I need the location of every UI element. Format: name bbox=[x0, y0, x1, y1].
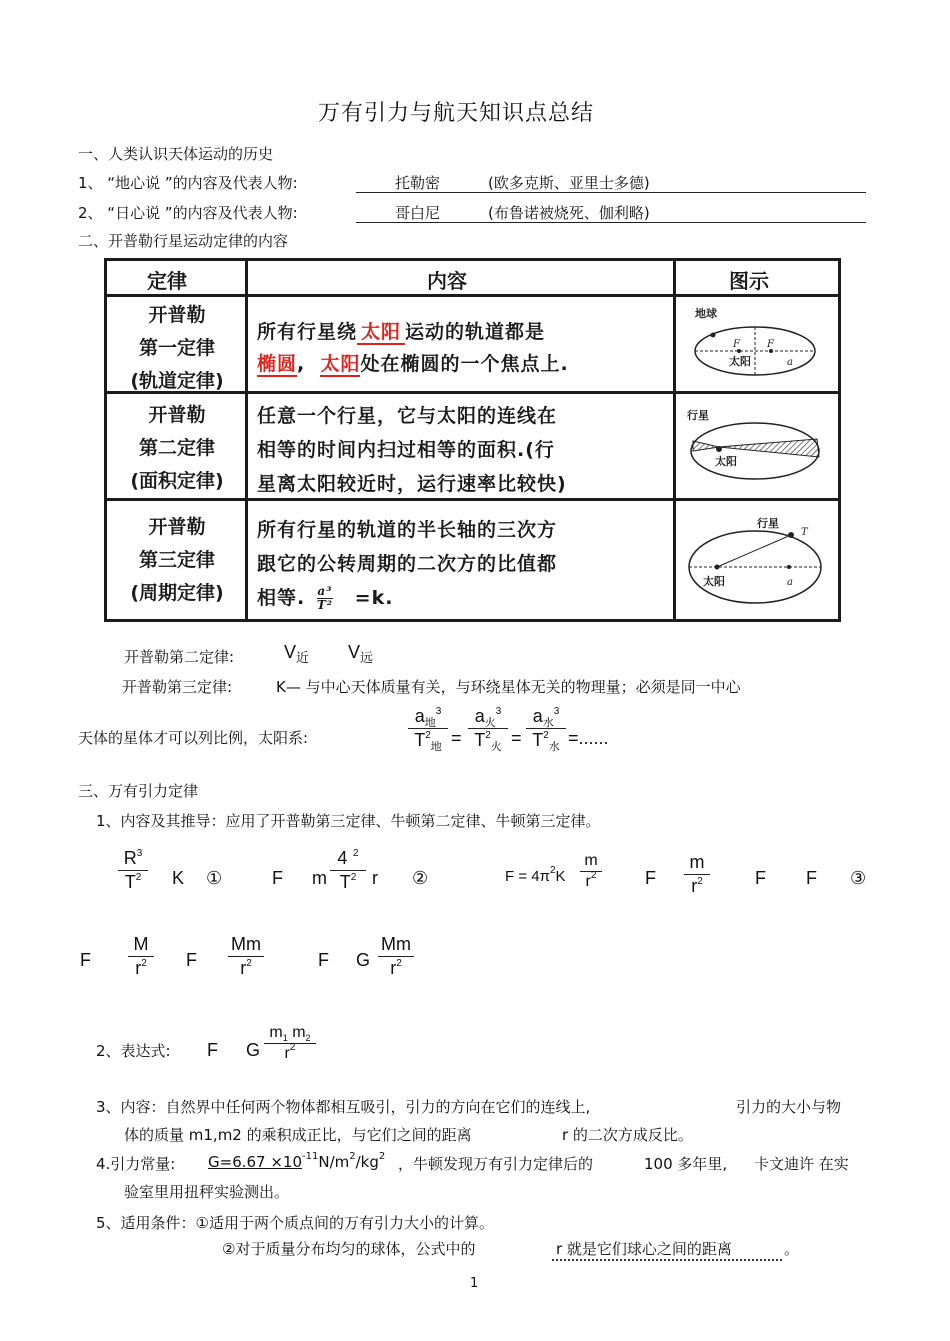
kepler-laws-table bbox=[104, 258, 841, 622]
diagram-label-sun: 太阳 bbox=[703, 575, 725, 588]
kepler2-label: 开普勒第二定律: bbox=[124, 648, 235, 666]
kepler2-v-far bbox=[348, 642, 373, 663]
content-text-c: 体的质量 m1,m2 的乘积成正比，与它们之间的距离 bbox=[124, 1126, 472, 1144]
dotted-underline bbox=[552, 1259, 782, 1261]
equals-sign: = bbox=[511, 728, 522, 748]
frac-Mm-r2: Mm $r^2$ bbox=[228, 934, 264, 979]
page-title: 万有引力与航天知识点总结 bbox=[318, 101, 595, 126]
law2-name-line: 开普勒 bbox=[148, 404, 206, 426]
diagram-label-planet: 行星 bbox=[757, 517, 779, 530]
law1-content-line1 bbox=[257, 315, 545, 349]
law3-equals-k: =k. bbox=[354, 587, 394, 609]
heliocentric-person: 哥白尼 bbox=[395, 204, 441, 222]
force-F: F bbox=[272, 868, 283, 888]
condition-text-c: r 就是它们球心之间的距离 bbox=[556, 1240, 732, 1258]
ellipse-focus-diagram bbox=[679, 299, 829, 389]
law3-ratio: $\frac{\text{a³}}{\text{T²}}$ bbox=[316, 584, 334, 612]
section2-heading: 二、开普勒行星运动定律的内容 bbox=[78, 232, 289, 250]
force-F: F bbox=[80, 950, 91, 970]
law1-name-line: (轨道定律) bbox=[130, 370, 224, 392]
kepler3-text: K— 与中心天体质量有关，与环绕星体无关的物理量；必须是同一中心 bbox=[276, 678, 741, 696]
law1-text: 运动的轨道都是 bbox=[405, 321, 546, 343]
force-F: F bbox=[207, 1040, 218, 1060]
g-exponent: -11 bbox=[302, 1151, 319, 1162]
law1-name-line: 开普勒 bbox=[148, 304, 206, 326]
diagram-label-a: a bbox=[787, 357, 793, 368]
law1-text: 所有行星绕 bbox=[257, 321, 358, 343]
kepler3-text2: 天体的星体才可以列比例，太阳系: bbox=[78, 729, 309, 747]
circled-1: ① bbox=[206, 868, 223, 888]
mars-sub: 火 bbox=[490, 741, 502, 753]
g-value: G=6.67 ×10 bbox=[208, 1153, 303, 1171]
earth-sub: 地 bbox=[430, 741, 442, 753]
formula-4pi2K: $F = 4\pi^2K$ bbox=[505, 865, 566, 885]
frac-m-r2: m $r^2$ bbox=[580, 852, 602, 891]
law3-content-line bbox=[257, 581, 557, 615]
ratio-mercury: $a_水^3$ $T^2_水$ bbox=[526, 706, 566, 751]
law2-content bbox=[257, 399, 567, 501]
diagram-label-a: a bbox=[787, 577, 793, 588]
diagram-label-focus: F bbox=[733, 339, 740, 350]
geocentric-label: 1、 “地心说 ”的内容及代表人物: bbox=[78, 174, 298, 192]
table-divider bbox=[673, 261, 676, 619]
law2-name-line: 第二定律 bbox=[138, 437, 215, 459]
law3-text: 相等. bbox=[257, 587, 306, 609]
frac-4pi2-T2: 4 $^2$ $T^2$ bbox=[330, 848, 366, 893]
force-F: F bbox=[755, 868, 766, 888]
force-F: F bbox=[318, 950, 329, 970]
table-divider bbox=[107, 294, 838, 297]
circled-3: ③ bbox=[850, 868, 867, 888]
equals-sign: = bbox=[451, 728, 462, 748]
radius-r: r bbox=[372, 868, 378, 888]
content-text-d: r 的二次方成反比。 bbox=[562, 1126, 693, 1144]
law2-content-line: 星离太阳较近时，运行速率比较快) bbox=[257, 473, 567, 495]
section3-heading: 三、万有引力定律 bbox=[78, 782, 199, 800]
law3-content bbox=[257, 513, 557, 615]
frac-M-r2: M $r^2$ bbox=[128, 934, 154, 979]
law3-name-line: 第三定律 bbox=[138, 549, 215, 571]
law3-name bbox=[107, 511, 247, 610]
diagram-label-sun: 太阳 bbox=[729, 355, 751, 368]
law1-name bbox=[107, 299, 247, 398]
g-unit: N/m bbox=[318, 1153, 350, 1171]
header-content: 内容 bbox=[427, 269, 467, 293]
header-law: 定律 bbox=[147, 269, 187, 293]
law2-content-line: 相等的时间内扫过相等的面积.(行 bbox=[257, 439, 555, 461]
content-text-a: 3、内容：自然界中任何两个物体都相互吸引，引力的方向在它们的连线上, bbox=[96, 1098, 591, 1116]
condition-text-b: ②对于质量分布均匀的球体，公式中的 bbox=[222, 1240, 476, 1258]
mercury-sub: 水 bbox=[542, 717, 554, 729]
ratio-tail: =...... bbox=[568, 728, 609, 748]
force-F: F bbox=[186, 950, 197, 970]
const-G: G bbox=[246, 1040, 261, 1060]
const-G: G bbox=[356, 950, 371, 970]
area-law-diagram bbox=[679, 401, 829, 495]
frac-m-r2: m $r^2$ bbox=[684, 852, 710, 897]
heliocentric-others: (布鲁诺被烧死、伽利略) bbox=[488, 204, 650, 222]
law3-content-line: 跟它的公转周期的二次方的比值都 bbox=[257, 553, 558, 575]
content-text-b: 引力的大小与物 bbox=[736, 1098, 842, 1116]
answer-underline-1 bbox=[356, 192, 866, 193]
heliocentric-label: 2、 “日心说 ”的内容及代表人物: bbox=[78, 204, 298, 222]
frac-R3-T2: $R^3$ $T^2$ bbox=[118, 848, 148, 893]
law3-name-line: 开普勒 bbox=[148, 516, 206, 538]
circled-2: ② bbox=[412, 868, 429, 888]
mass-m: m bbox=[312, 868, 327, 888]
kepler2-v: V bbox=[348, 642, 361, 662]
law1-content-line2 bbox=[257, 347, 569, 381]
earth-sub: 地 bbox=[424, 717, 436, 729]
frac-m1m2-r2: $m_1$ $m_2$ $r^2$ bbox=[264, 1024, 316, 1063]
law3-content-line: 所有行星的轨道的半长轴的三次方 bbox=[257, 519, 558, 541]
law2-name-line: (面积定律) bbox=[130, 470, 224, 492]
cavendish-text: 卡文迪许 在实 bbox=[754, 1155, 849, 1173]
law1-answer-sun: 太阳 bbox=[357, 321, 405, 345]
condition-text-d: 。 bbox=[784, 1240, 800, 1258]
mercury-sub: 水 bbox=[548, 741, 560, 753]
gravity-constant-value: $G=6.67 \times 10^{-11}N/m^2/kg^2$ bbox=[208, 1151, 386, 1171]
force-F: F bbox=[645, 868, 656, 888]
const-K: K bbox=[172, 868, 185, 888]
geocentric-person: 托勒密 bbox=[395, 174, 441, 192]
kepler3-label: 开普勒第三定律: bbox=[122, 678, 233, 696]
g-unit: /kg bbox=[355, 1153, 379, 1171]
ratio-mars: $a_火^3$ $T^2_火$ bbox=[468, 706, 508, 751]
law1-name-line: 第一定律 bbox=[138, 337, 215, 359]
law1-text: , bbox=[297, 353, 306, 375]
law2-name bbox=[107, 399, 247, 498]
kepler2-v: V bbox=[284, 642, 297, 662]
law2-content-line: 任意一个行星，它与太阳的连线在 bbox=[257, 405, 558, 427]
section1-heading: 一、人类认识天体运动的历史 bbox=[78, 145, 274, 163]
gravity-constant-label: 4.引力常量: bbox=[96, 1155, 176, 1173]
period-law-diagram bbox=[679, 505, 829, 615]
header-diagram: 图示 bbox=[729, 269, 769, 293]
derivation-text: 1、内容及其推导：应用了开普勒第三定律、牛顿第二定律、牛顿第三定律。 bbox=[96, 812, 601, 830]
law1-answer-ellipse: 椭圆 bbox=[257, 353, 298, 375]
law3-name-line: (周期定律) bbox=[130, 582, 224, 604]
condition-text-a: 5、适用条件：①适用于两个质点间的万有引力大小的计算。 bbox=[96, 1214, 494, 1232]
kepler2-near-sub: 近 bbox=[296, 650, 310, 665]
cavendish-text-2: 验室里用扭秤实验测出。 bbox=[124, 1183, 290, 1201]
diagram-label-earth: 地球 bbox=[695, 307, 717, 320]
mars-sub: 火 bbox=[484, 717, 496, 729]
law1-answer-sun2: 太阳 bbox=[320, 353, 361, 375]
geocentric-others: (欧多克斯、亚里士多德) bbox=[488, 174, 650, 192]
frac-Mm-r2: Mm $r^2$ bbox=[378, 934, 414, 979]
diagram-label-sun: 太阳 bbox=[715, 455, 737, 468]
answer-underline-2 bbox=[356, 222, 866, 223]
gravity-constant-text: ，牛顿发现万有引力定律后的 bbox=[398, 1155, 594, 1173]
ratio-earth: $a_地^3$ $T^2_地$ bbox=[408, 706, 448, 751]
diagram-label-T: T bbox=[801, 527, 808, 538]
law1-text: 处在椭圆的一个焦点上. bbox=[360, 353, 569, 375]
force-F: F bbox=[806, 868, 817, 888]
gravity-constant-years: 100 多年里, bbox=[644, 1155, 728, 1173]
expression-label: 2、表达式: bbox=[96, 1042, 171, 1060]
page-number: 1 bbox=[470, 1276, 479, 1291]
diagram-label-focus: F bbox=[767, 339, 774, 350]
kepler2-far-sub: 远 bbox=[360, 650, 374, 665]
diagram-label-planet: 行星 bbox=[687, 409, 709, 422]
kepler2-v-near bbox=[284, 642, 309, 663]
